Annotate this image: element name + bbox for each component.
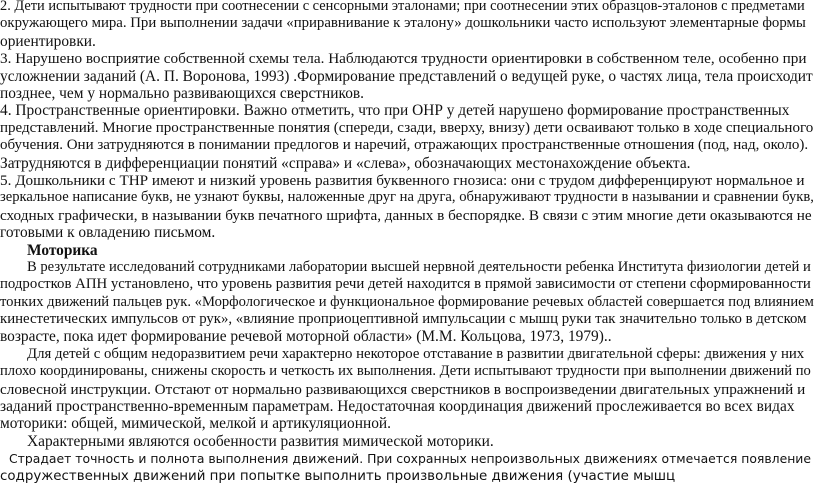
text-line-11: 5. Дошкольники с ТНР имеют и низкий уровень развития буквенного гнозиса: они с трудом дифференцируют нормальное и — [0, 171, 805, 189]
text-line-9: обучения. Они затрудняются в понимании предлогов и наречий, отражающих пространственные отношения (под, над, около). — [0, 137, 809, 154]
text-line-24: заданий пространственно-временным параметрам. Недостаточная координация движений прослеживается во всех видах — [0, 398, 795, 416]
text-line-4: 3. Нарушено восприятие собственной схемы тела. Наблюдаются трудности ориентировки в собственном теле, особенно при — [0, 50, 807, 68]
text-line-28: содружественных движений при попытке выполнить произвольные движения (участие мышц — [0, 468, 676, 484]
text-line-8: представлений. Многие пространственные понятия (спереди, сзади, вверху, внизу) дети осваивают только в ходе специального — [0, 119, 814, 136]
text-line-1: 2. Дети испытывают трудности при соотнесении с сенсорными эталонами; при соотнесении этих образцов-эталонов с предметами — [0, 0, 805, 14]
text-line-27: Страдает точность и полнота выполнения движений. При сохранных непроизвольных движениях отмечается появление — [9, 451, 811, 467]
text-line-23: словесной инструкции. Отстают от нормально развивающихся сверстников в воспроизведении двигательных упражнений и — [0, 380, 806, 398]
text-line-2: окружающего мира. При выполнении задачи «приравнивание к эталону» дошкольники часто используют элементарные формы — [0, 15, 806, 32]
text-line-16: В результате исследований сотрудниками лаборатории высшей нервной деятельности ребенка Института физиологии детей и — [27, 258, 811, 275]
text-line-26: Характерными являются особенности развития мимической моторики. — [27, 432, 494, 450]
text-line-20: возрасте, пока идет формирование речевой моторной области» (М.М. Кольцова, 1973, 1979).. — [0, 328, 612, 346]
text-line-13: сходных графически, в назывании букв печатного шрифта, данных в беспорядке. В связи с этим многие дети оказываются не — [0, 206, 812, 224]
text-line-22: плохо координированы, снижены скорость и четкость их выполнения. Дети испытывают трудности при выполнении движений по — [0, 363, 811, 380]
text-line-10: Затрудняются в дифференциации понятий «справа» и «слева», обозначающих местонахождение объекта. — [0, 154, 691, 172]
text-line-18: тонких движений пальцев рук. «Морфологическое и функциональное формирование речевых областей совершается под влиянием — [0, 293, 814, 310]
text-line-6: позднее, чем у нормально развивающихся сверстников. — [0, 84, 365, 102]
text-line-3: ориентировки. — [0, 32, 96, 50]
text-line-17: подростков АПН установлено, что уровень развития речи детей находится в прямой зависимости от степени сформированности — [0, 276, 811, 293]
text-line-7: 4. Пространственные ориентировки. Важно отметить, что при ОНР у детей нарушено формирование пространственных — [0, 102, 790, 120]
text-line-14: готовыми к овладению письмом. — [0, 224, 216, 242]
text-line-12: зеркальное написание букв, не узнают буквы, наложенные друг на друга, обнаруживают трудности в назывании и сравнении букв, — [0, 189, 814, 206]
text-line-5: усложнении заданий (А. П. Воронова, 1993) .Формирование представлений о ведущей руке, о частях лица, тела происходит — [0, 67, 813, 85]
text-line-19: кинестетических импульсов от рук», «влияние проприоцептивной импульсации с мышц руки так значительно только в детском — [0, 311, 807, 328]
text-line-25: моторики: общей, мимической, мелкой и артикуляционной. — [0, 415, 391, 433]
section-heading-motorika: Моторика — [27, 241, 98, 259]
text-line-21: Для детей с общим недоразвитием речи характерно некоторое отставание в развитии двигательной сферы: движения у них — [27, 345, 805, 362]
